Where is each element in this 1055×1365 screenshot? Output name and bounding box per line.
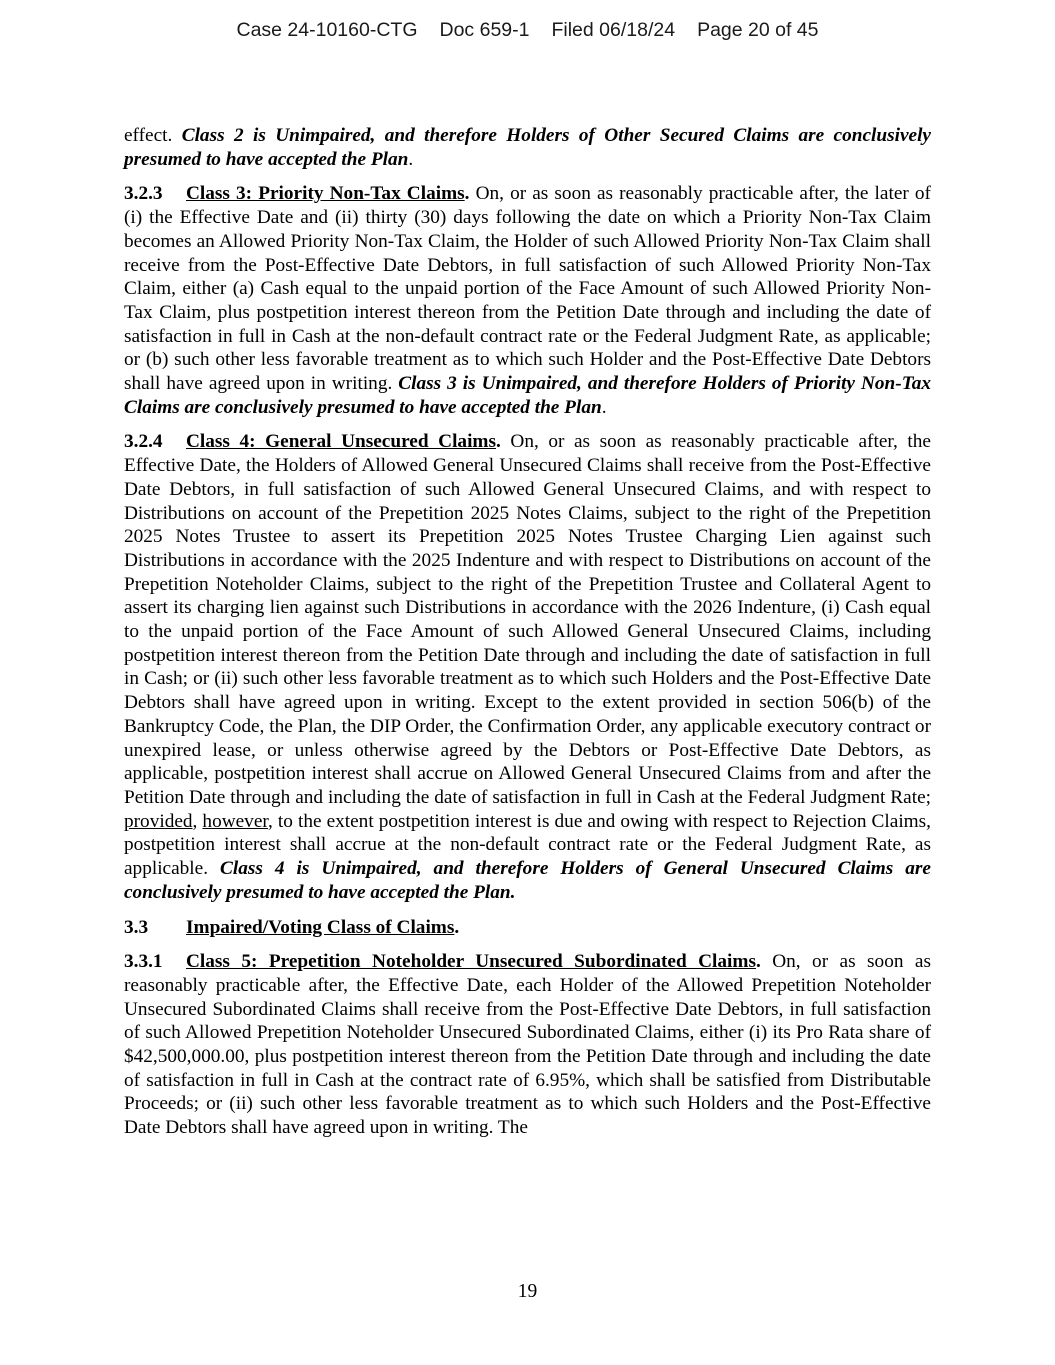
- provided-term: provided: [124, 810, 193, 832]
- section-heading: Impaired/Voting Class of Claims: [186, 916, 455, 938]
- section-3-2-3: 3.2.3 Class 3: Priority Non-Tax Claims. On, or as soon as reasonably practicable after, the later of (i) the Effective Date and (ii) thirty (30) days following the date on which a Priority Non-Tax Claim becomes an Allowed Priority Non-Tax Claim, the Holder of such Allowed Priority Non-Tax Claim shall receive from the Post-Effective Date Debtors, in full satisfaction of such Allowed Priority Non-Tax Claim, either (a) Cash equal to the unpaid portion of the Face Amount of such Allowed Priority Non-Tax Claim, plus postpetition interest thereon from the Petition Date through and including the date of satisfaction in full in Cash at the non-default contract rate or the Federal Judgment Rate, as applicable; or (b) such other less favorable treatment as to which such Holder and the Post-Effective Date Debtors shall have agreed upon in writing. Class 3 is Unimpaired, and therefore Holders of Priority Non-Tax Claims are conclusively presumed to have accepted the Plan.: [124, 183, 931, 418]
- doc-number: Doc 659-1: [439, 19, 530, 41]
- page-number: 19: [517, 1281, 538, 1302]
- section-3-2-4: 3.2.4 Class 4: General Unsecured Claims. On, or as soon as reasonably practicable after, the Effective Date, the Holders of Allowed General Unsecured Claims shall receive from the Post-Effective Date Debtors, in full satisfaction of such Allowed General Unsecured Claims, and with respect to Distributions on account of the Prepetition 2025 Notes Claims, subject to the right of the Prepetition 2025 Notes Trustee to assert its Prepetition 2025 Notes Trustee Charging Lien against such Distributions in accordance with the 2025 Indenture and with respect to Distributions on account of the Prepetition Noteholder Claims, subject to the right of the Prepetition Trustee and Collateral Agent to assert its charging lien against such Distributions in accordance with the 2026 Indenture, (i) Cash equal to the unpaid portion of the Face Amount of such Allowed General Unsecured Claims, including postpetition interest thereon from the Petition Date through and including the date of satisfaction in full in Cash; or (ii) such other less favorable treatment as to which such Holders and the Post-Effective Date Debtors shall have agreed upon in writing. Except to the extent provided in section 506(b) of the Bankruptcy Code, the Plan, the DIP Order, the Confirmation Order, any applicable executory contract or unexpired lease, or unless otherwise agreed by the Debtors or Post-Effective Date Debtors, as applicable, postpetition interest shall accrue on Allowed General Unsecured Claims from and after the Petition Date through and including the date of satisfaction in full in Cash at the Federal Judgment Rate; provided, however, to the extent postpetition interest is due and owing with respect to Rejection Claims, postpetition interest shall accrue at the non-default contract rate or the Federal Judgment Rate, as applicable. Class 4 is Unimpaired, and therefore Holders of General Unsecured Claims are conclusively presumed to have accepted the Plan.: [124, 431, 931, 903]
- court-filing-header: [0, 19, 1055, 42]
- case-number: Case 24-10160-CTG: [236, 19, 418, 41]
- continuation-paragraph: effect. Class 2 is Unimpaired, and therefore Holders of Other Secured Claims are conclusively presumed to have accepted the Plan.: [124, 125, 931, 170]
- filed-date: Filed 06/18/24: [551, 19, 676, 41]
- section-number: 3.3: [124, 916, 149, 938]
- section-text: On, or as soon as reasonably practicable after, the later of (i) the Effective Date and (ii) thirty (30) days following the date on which a Priority Non-Tax Claim becomes an Allowed Priority Non-Tax Claim, the Holder of such Allowed Priority Non-Tax Claim shall receive from the Post-Effective Date Debtors, in full satisfaction of such Allowed Priority Non-Tax Claim, either (a) Cash equal to the unpaid portion of the Face Amount of such Allowed Priority Non-Tax Claim, plus postpetition interest thereon from the Petition Date through and including the date of satisfaction in full in Cash at the non-default contract rate or the Federal Judgment Rate, as applicable; or (b) such other less favorable treatment as to which such Holder and the Post-Effective Date Debtors shall have agreed upon in writing.: [124, 183, 931, 395]
- section-heading: Class 4: General Unsecured Claims: [186, 431, 496, 453]
- section-text: On, or as soon as reasonably practicable after, the Effective Date, each Holder of the Allowed Prepetition Noteholder Unsecured Subordinated Claims shall receive from the Post-Effective Date Debtors, in full satisfaction of such Allowed Prepetition Noteholder Unsecured Subordinated Claims, either (i) its Pro Rata share of $42,500,000.00, plus postpetition interest thereon from the Petition Date through and including the date of satisfaction in full in Cash at the contract rate of 6.95%, which shall be satisfied from Distributable Proceeds; or (ii) such other less favorable treatment as to which such Holders and the Post-Effective Date Debtors shall have agreed upon in writing. The: [124, 951, 931, 1139]
- section-number: 3.2.4: [124, 431, 163, 453]
- however-term: however: [202, 810, 269, 832]
- section-text: On, or as soon as reasonably practicable after, the Effective Date, the Holders of Allowed General Unsecured Claims shall receive from the Post-Effective Date Debtors, in full satisfaction of such Allowed General Unsecured Claims, and with respect to Distributions on account of the Prepetition 2025 Notes Claims, subject to the right of the Prepetition 2025 Notes Trustee to assert its Prepetition 2025 Notes Trustee Charging Lien against such Distributions in accordance with the 2025 Indenture and with respect to Distributions on account of the Prepetition Noteholder Claims, subject to the right of the Prepetition Trustee and Collateral Agent to assert its charging lien against such Distributions in accordance with the 2026 Indenture, (i) Cash equal to the unpaid portion of the Face Amount of such Allowed General Unsecured Claims, including postpetition interest thereon from the Petition Date through and including the date of satisfaction in full in Cash; or (ii) such other less favorable treatment as to which such Holders and the Post-Effective Date Debtors shall have agreed upon in writing. Except to the extent provided in section 506(b) of the Bankruptcy Code, the Plan, the DIP Order, the Confirmation Order, any applicable executory contract or unexpired lease, or unless otherwise agreed by the Debtors or Post-Effective Date Debtors, as applicable, postpetition interest shall accrue on Allowed General Unsecured Claims from and after the Petition Date through and including the date of satisfaction in full in Cash at the Federal Judgment Rate;: [124, 431, 931, 808]
- section-3-3-1: 3.3.1 Class 5: Prepetition Noteholder Unsecured Subordinated Claims. On, or as soon as reasonably practicable after, the Effective Date, each Holder of the Allowed Prepetition Noteholder Unsecured Subordinated Claims shall receive from the Post-Effective Date Debtors, in full satisfaction of such Allowed Prepetition Noteholder Unsecured Subordinated Claims, either (i) its Pro Rata share of $42,500,000.00, plus postpetition interest thereon from the Petition Date through and including the date of satisfaction in full in Cash at the contract rate of 6.95%, which shall be satisfied from Distributable Proceeds; or (ii) such other less favorable treatment as to which such Holders and the Post-Effective Date Debtors shall have agreed upon in writing. The: [124, 951, 931, 1139]
- section-heading: Class 5: Prepetition Noteholder Unsecured Subordinated Claims: [186, 951, 756, 973]
- section-3-3: 3.3 Impaired/Voting Class of Claims.: [124, 916, 460, 938]
- section-heading: Class 3: Priority Non-Tax Claims: [186, 183, 465, 205]
- class-3-conclusion: Class 3 is Unimpaired, and therefore Holders of Priority Non-Tax Claims are conclusively presumed to have accepted the Plan: [124, 373, 931, 418]
- page-count: Page 20 of 45: [697, 19, 819, 41]
- class-2-conclusion: Class 2 is Unimpaired, and therefore Holders of Other Secured Claims are conclusively presumed to have accepted the Plan: [124, 125, 931, 170]
- document-body: [124, 124, 931, 1151]
- section-number: 3.3.1: [124, 951, 163, 973]
- class-4-conclusion: Class 4 is Unimpaired, and therefore Holders of General Unsecured Claims are conclusively presumed to have accepted the Plan.: [124, 858, 931, 903]
- section-number: 3.2.3: [124, 183, 163, 205]
